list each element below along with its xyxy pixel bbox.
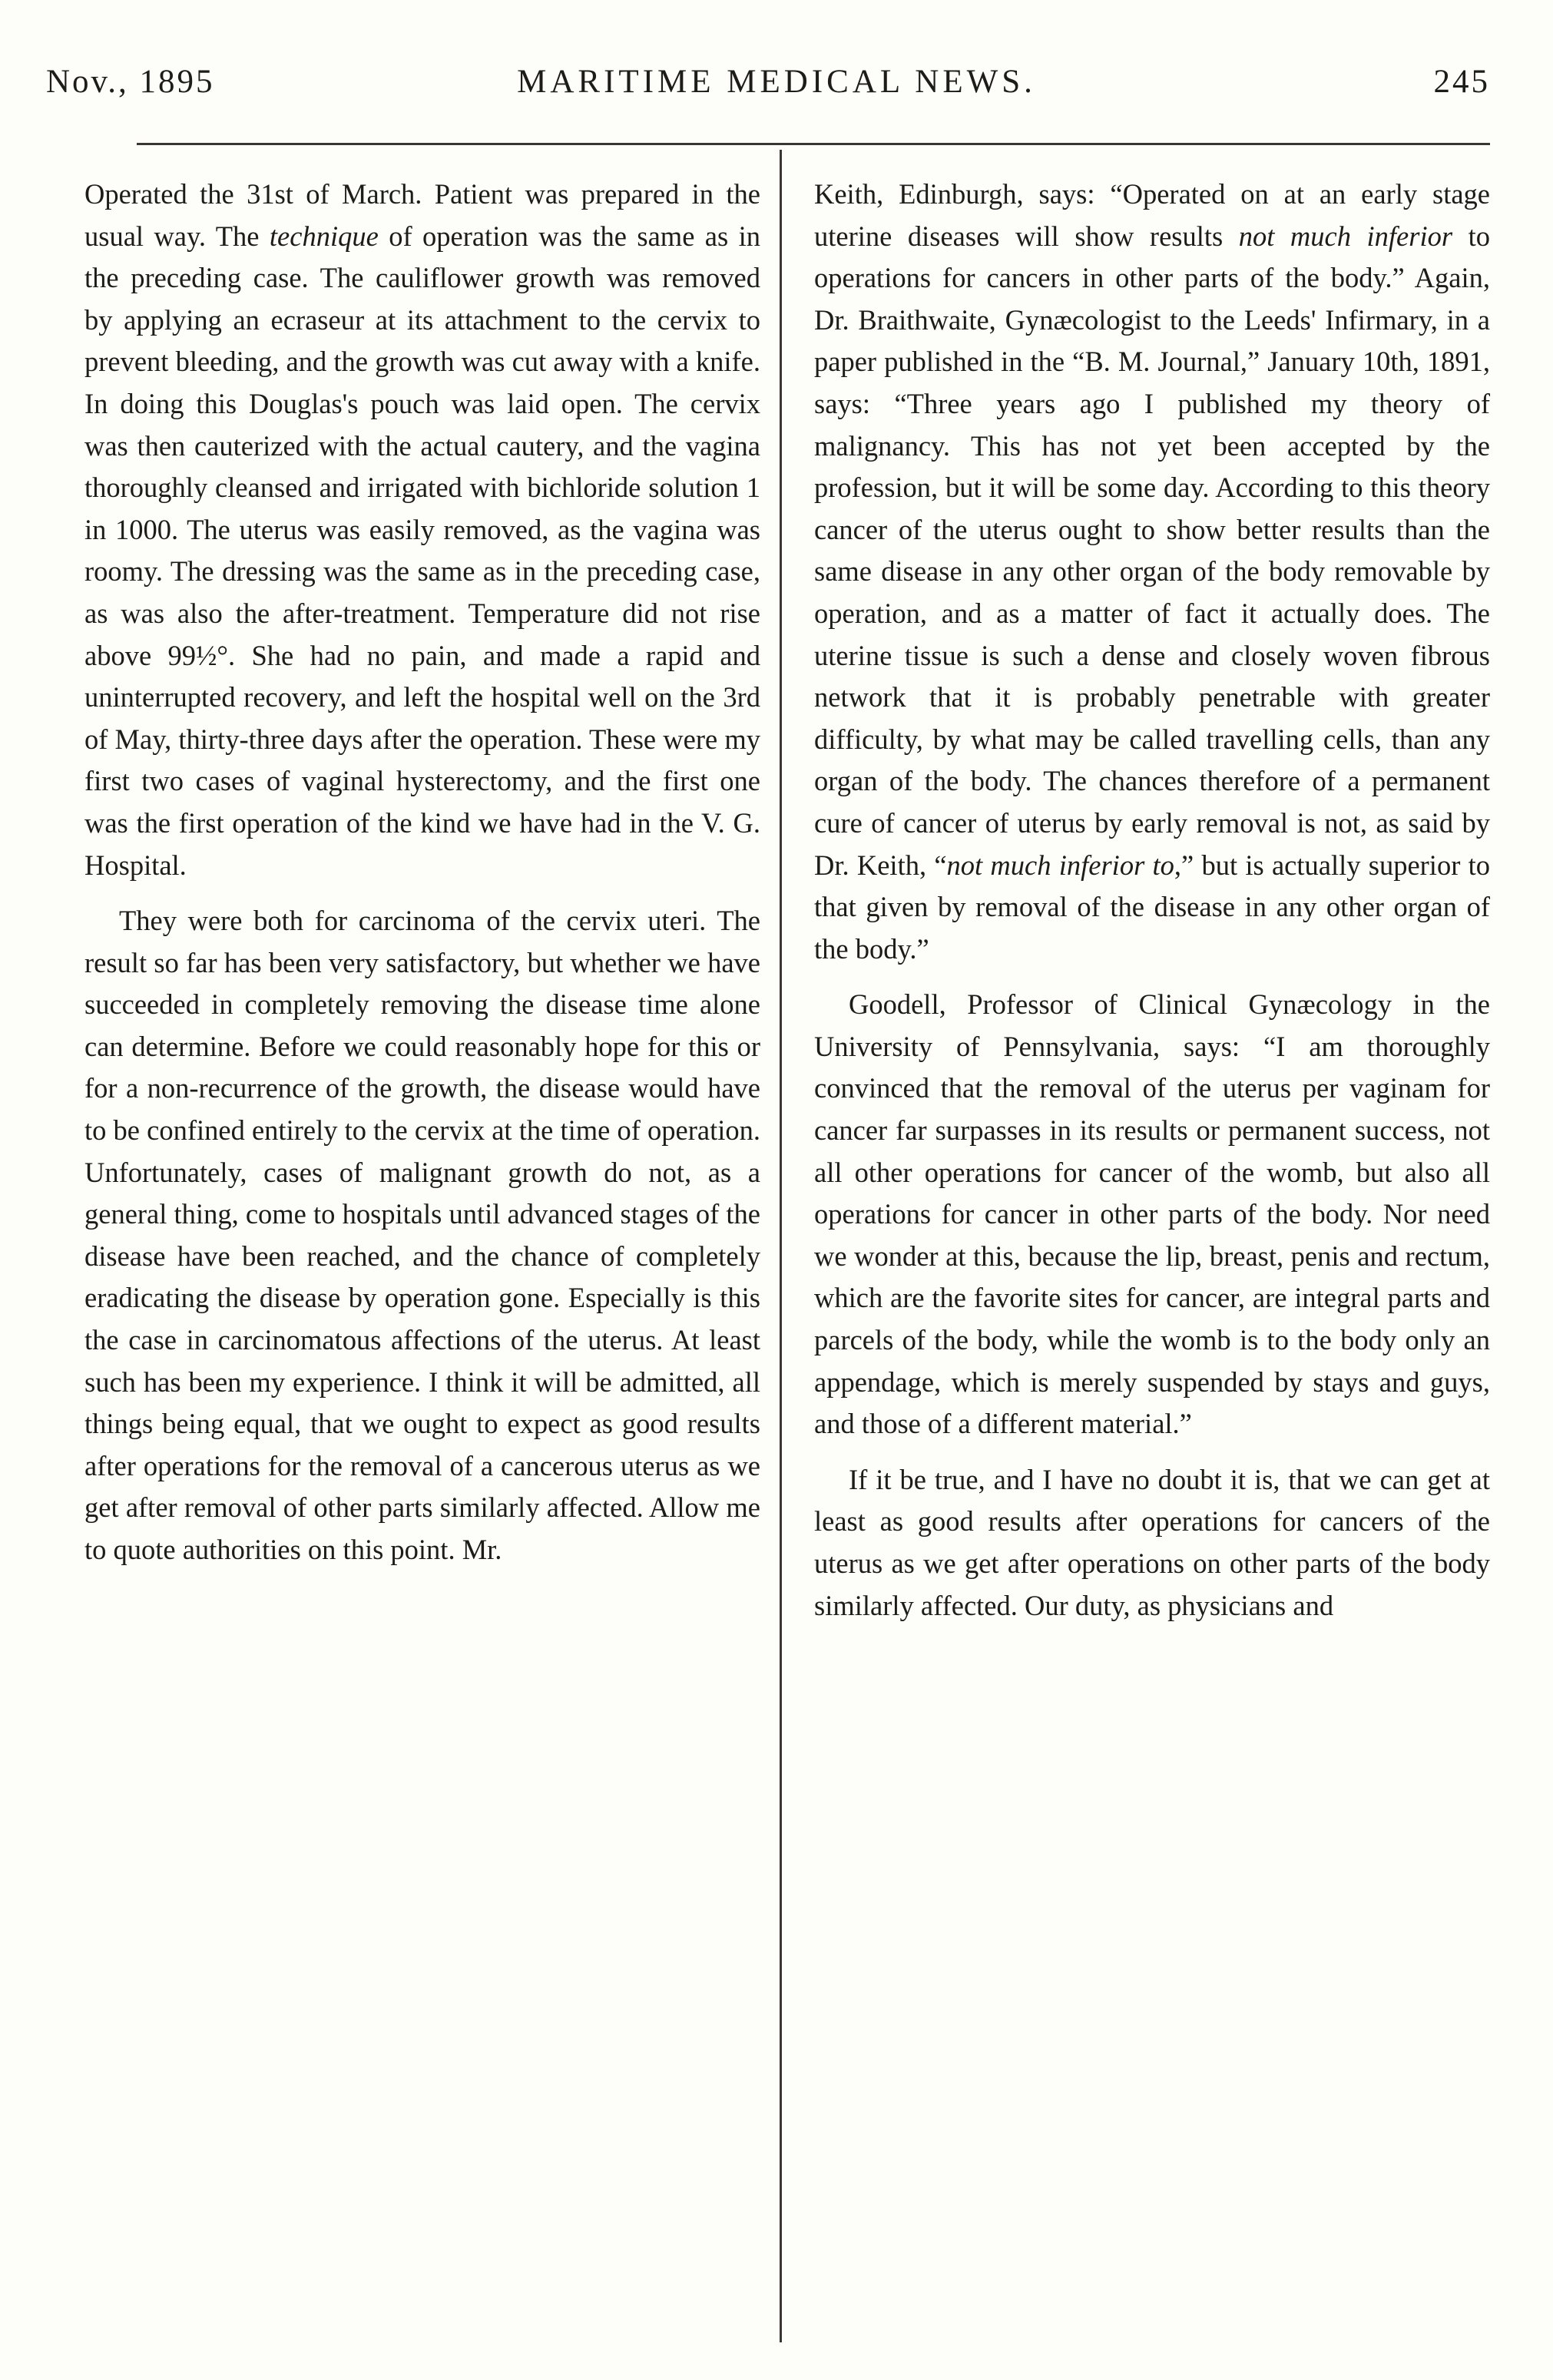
- text-run: Operated the 31st of March. Patient was prepared in the usual way. The: [84, 178, 760, 252]
- italic-text: not much inferior to: [946, 849, 1174, 881]
- italic-text: technique: [269, 220, 379, 252]
- paragraph: [814, 174, 1490, 970]
- text-run: ,” but is actually superior to that given by removal of the disease in any other organ of the body.”: [814, 849, 1490, 965]
- italic-text: not much inferior: [1238, 220, 1453, 252]
- paragraph: If it be true, and I have no doubt it is, that we can get at least as good results after operations for cancers of the uterus as we get after operations on other parts of the body similarly affected. Our duty, as physicians and: [814, 1463, 1490, 1621]
- column-divider: [780, 150, 782, 2342]
- paragraph: They were both for carcinoma of the cervix uteri. The result so far has been very satisfactory, but whether we have succeeded in completely removing the disease time alone can determine. Before we could reasonably hope for this or for a non-recurrence of the growth, the disease would have to be confined entirely to the cervix at the time of operation. Unfortunately, cases of malignant growth do not, as a general thing, come to hospitals until advanced stages of the disease have been reached, and the chance of completely eradicating the disease by operation gone. Especially is this the case in carcinomatous affections of the uterus. At least such has been my experience. I think it will be admitted, all things being equal, that we ought to expect as good results after operations for the removal of a cancerous uterus as we get after removal of other parts similarly affected. Allow me to quote authorities on this point. Mr.: [84, 905, 760, 1565]
- journal-title: MARITIME MEDICAL NEWS.: [517, 64, 1036, 100]
- left-column: [84, 174, 760, 1585]
- page-header: [0, 0, 1553, 138]
- right-column: [814, 174, 1490, 1640]
- text-run: of operation was the same as in the preceding case. The cauliflower growth was removed by applying an ecraseur at its attachment to the cervix to prevent bleeding, and the growth was cut away with a knife. In doing this Douglas's pouch was laid open. The cervix was then cauterized with the actual cautery, and the vagina thoroughly cleansed and irrigated with bichloride solution 1 in 1000. The uterus was easily removed, as the vagina was roomy. The dressing was the same as in the preceding case, as was also the after-treatment. Temperature did not rise above 99½°. She had no pain, and made a rapid and uninterrupted recovery, and left the hospital well on the 3rd of May, thirty-three days after the operation. These were my first two cases of vaginal hysterectomy, and the first one was the first operation of the kind we have had in the V. G. Hospital.: [84, 220, 760, 881]
- paragraph: Goodell, Professor of Clinical Gynæcology in the University of Pennsylvania, says: “I am thoroughly convinced that the removal of the uterus per vaginam for cancer far surpasses in its results or permanent success, not all other operations for cancer of the womb, but also all operations for cancer in other parts of the body. Nor need we wonder at this, because the lip, breast, penis and rectum, which are the favorite sites for cancer, are integral parts and parcels of the body, while the womb is to the body only an appendage, which is merely suspended by stays and guys, and those of a different material.”: [814, 988, 1490, 1440]
- page-number: 245: [1433, 64, 1490, 100]
- header-rule: [137, 143, 1490, 145]
- paragraph: [84, 174, 760, 886]
- issue-date: Nov., 1895: [46, 64, 215, 100]
- text-run: Keith, Edinburgh, says: “Operated on at an early stage uterine diseases will show results: [814, 178, 1490, 252]
- text-run: to operations for cancers in other parts of the body.” Again, Dr. Braithwaite, Gynæcologist to the Leeds' Infirmary, in a paper published in the “B. M. Journal,” January 10th, 1891, says: “Three years ago I published my theory of malignancy. This has not yet been accepted by the profession, but it will be some day. According to this theory cancer of the uterus ought to show better results than the same disease in any other organ of the body removable by operation, and as a matter of fact it actually does. The uterine tissue is such a dense and closely woven fibrous network that it is probably penetrable with greater difficulty, by what may be called travelling cells, than any organ of the body. The chances therefore of a permanent cure of cancer of uterus by early removal is not, as said by Dr. Keith, “: [814, 220, 1490, 881]
